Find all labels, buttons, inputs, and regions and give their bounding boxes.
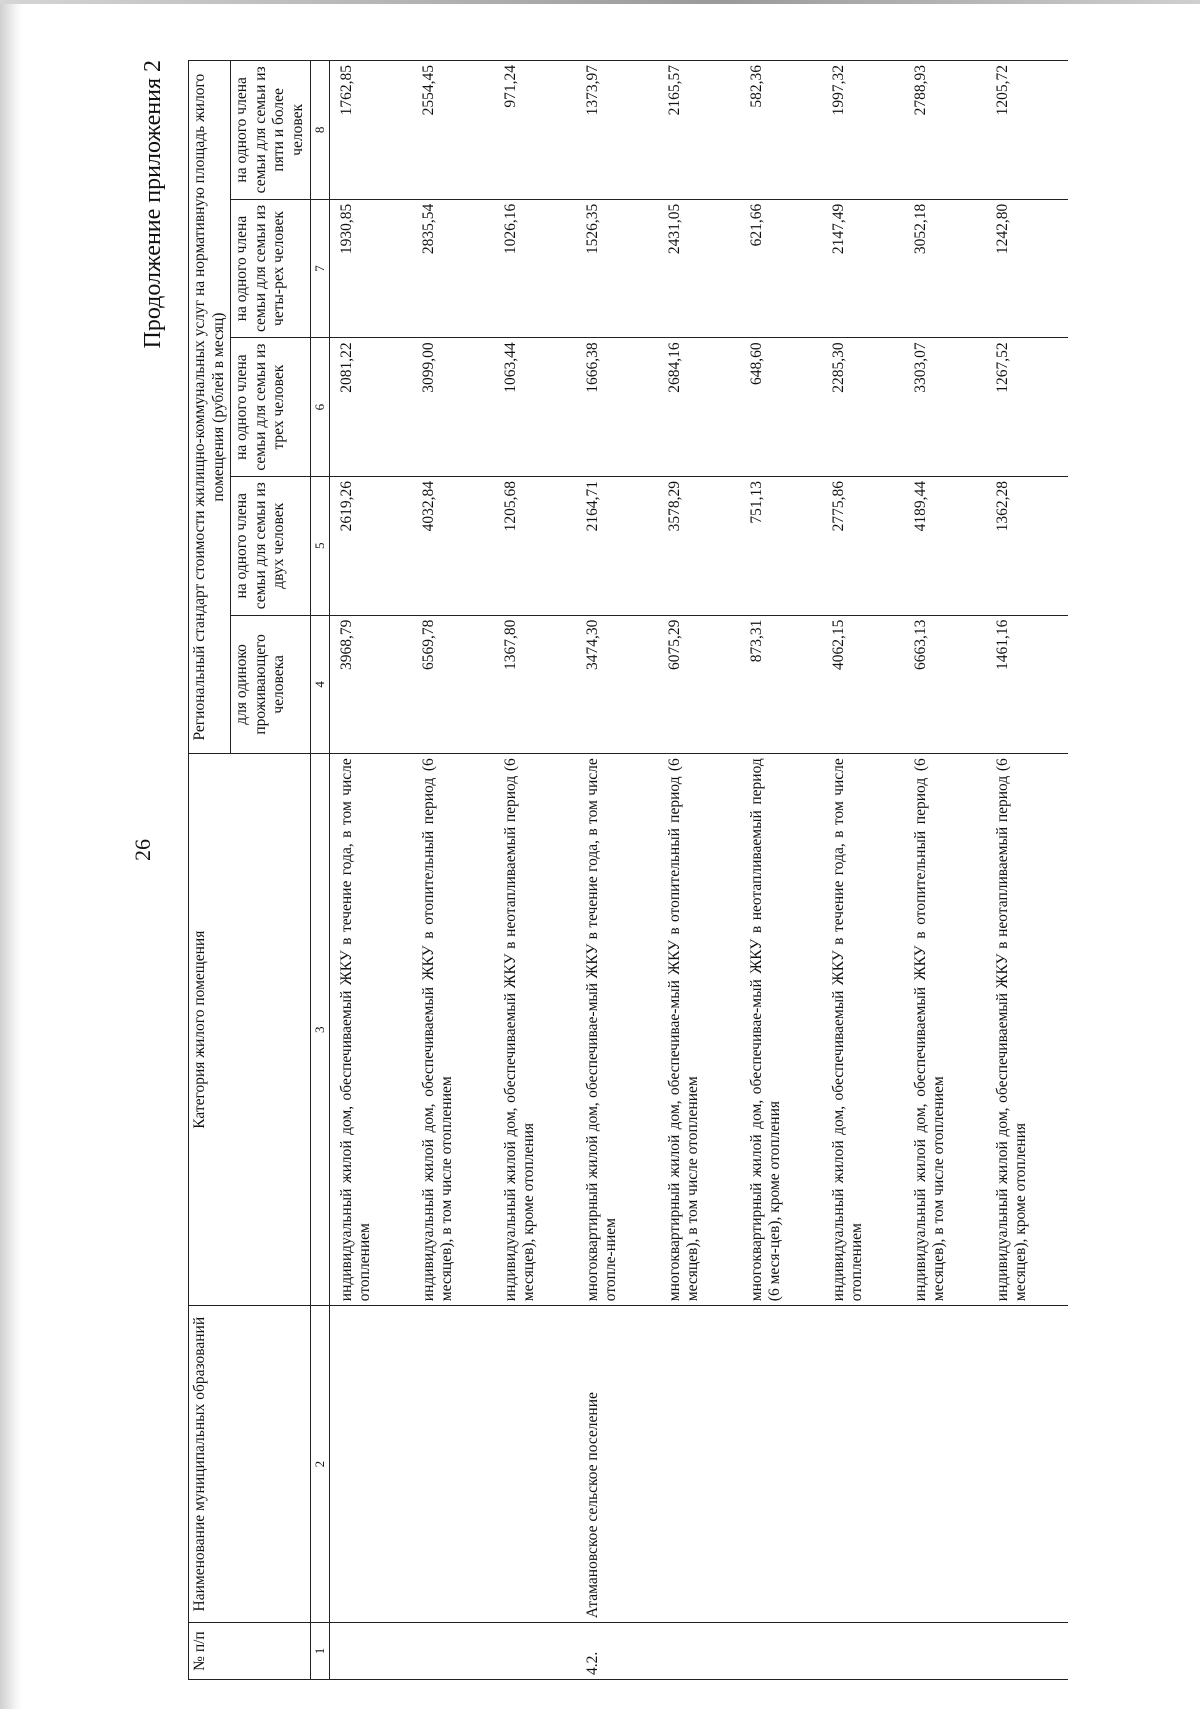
value-four: 2835,54 — [412, 199, 494, 338]
value-single: 4062,15 — [822, 615, 904, 754]
value-five-plus: 2165,57 — [658, 61, 740, 200]
table-row — [822, 61, 904, 1680]
header-sub-1: для одиноко проживающего человека — [231, 615, 310, 754]
col-number: 3 — [310, 754, 329, 1306]
value-five-plus: 582,36 — [740, 61, 822, 200]
value-five-plus: 1373,97 — [576, 61, 658, 200]
value-four: 621,66 — [740, 199, 822, 338]
value-two: 1362,28 — [986, 476, 1068, 615]
value-five-plus: 1997,32 — [822, 61, 904, 200]
row-category: многоквартирный жилой дом, обеспечивае-мый ЖКУ в неотапливаемый период (6 меся-цев), кроме отопления — [740, 754, 822, 1306]
value-four: 2431,05 — [658, 199, 740, 338]
value-four: 1930,85 — [329, 199, 412, 338]
header-municipality: Наименование муниципальных образований — [189, 1306, 311, 1623]
value-three: 2081,22 — [329, 338, 412, 477]
header-sub-5: на одного члена семьи для семьи из пяти и более человек — [231, 61, 310, 200]
value-four: 1242,80 — [986, 199, 1068, 338]
header-sub-4: на одного члена семьи для семьи из четы-рех человек — [231, 199, 310, 338]
col-number: 8 — [310, 61, 329, 200]
value-five-plus: 971,24 — [494, 61, 576, 200]
value-two: 1205,68 — [494, 476, 576, 615]
col-number: 6 — [310, 338, 329, 477]
header-standard: Региональный стандарт стоимости жилищно-коммунальных услуг на нормативную площадь жилого помещения (рублей в месяц) — [189, 61, 231, 754]
value-three: 1666,38 — [576, 338, 658, 477]
col-number: 7 — [310, 199, 329, 338]
table-row — [329, 61, 412, 1680]
value-single: 6569,78 — [412, 615, 494, 754]
value-two: 2619,26 — [329, 476, 412, 615]
table-row — [412, 61, 494, 1680]
value-single: 6663,13 — [904, 615, 986, 754]
row-num — [658, 1623, 740, 1680]
row-category: индивидуальный жилой дом, обеспечиваемый ЖКУ в отопительный период (6 месяцев), в том числе отоплением — [412, 754, 494, 1306]
table-row — [658, 61, 740, 1680]
table-row — [904, 61, 986, 1680]
value-two: 2775,86 — [822, 476, 904, 615]
header-category: Категория жилого помещения — [189, 754, 311, 1306]
value-two: 4032,84 — [412, 476, 494, 615]
row-num — [904, 1623, 986, 1680]
appendix-title: Продолжение приложения 2 — [140, 60, 166, 349]
value-single: 3968,79 — [329, 615, 412, 754]
row-municipality: Атамановское сельское поселение — [576, 1306, 658, 1623]
col-number: 2 — [310, 1306, 329, 1623]
col-number: 5 — [310, 476, 329, 615]
row-municipality — [658, 1306, 740, 1623]
header-num: № п/п — [189, 1623, 311, 1680]
row-municipality — [740, 1306, 822, 1623]
value-three: 648,60 — [740, 338, 822, 477]
value-single: 6075,29 — [658, 615, 740, 754]
row-category: многоквартирный жилой дом, обеспечивае-мый ЖКУ в течение года, в том числе отопле-нием — [576, 754, 658, 1306]
table-row — [494, 61, 576, 1680]
value-single: 1461,16 — [986, 615, 1068, 754]
col-number: 4 — [310, 615, 329, 754]
col-number: 1 — [310, 1623, 329, 1680]
row-category: индивидуальный жилой дом, обеспечиваемый ЖКУ в отопительный период (6 месяцев), в том числе отоплением — [904, 754, 986, 1306]
value-five-plus: 2788,93 — [904, 61, 986, 200]
value-two: 4189,44 — [904, 476, 986, 615]
header-sub-2: на одного члена семьи для семьи из двух человек — [231, 476, 310, 615]
table-row — [740, 61, 822, 1680]
scan-edge-shadow — [0, 0, 22, 1709]
value-four: 2147,49 — [822, 199, 904, 338]
value-single: 3474,30 — [576, 615, 658, 754]
value-two: 3578,29 — [658, 476, 740, 615]
value-three: 1267,52 — [986, 338, 1068, 477]
row-category: индивидуальный жилой дом, обеспечиваемый ЖКУ в течение года, в том числе отоплением — [329, 754, 412, 1306]
value-single: 873,31 — [740, 615, 822, 754]
value-four: 1526,35 — [576, 199, 658, 338]
value-four: 1026,16 — [494, 199, 576, 338]
row-municipality — [822, 1306, 904, 1623]
row-municipality — [904, 1306, 986, 1623]
value-five-plus: 2554,45 — [412, 61, 494, 200]
row-num — [986, 1623, 1068, 1680]
row-category: индивидуальный жилой дом, обеспечиваемый ЖКУ в неотапливаемый период (6 месяцев), кроме отопления — [986, 754, 1068, 1306]
value-three: 2285,30 — [822, 338, 904, 477]
table-row — [986, 61, 1068, 1680]
value-two: 2164,71 — [576, 476, 658, 615]
value-three: 1063,44 — [494, 338, 576, 477]
row-num — [740, 1623, 822, 1680]
row-category: индивидуальный жилой дом, обеспечиваемый ЖКУ в неотапливаемый период (6 месяцев), кроме отопления — [494, 754, 576, 1306]
value-two: 751,13 — [740, 476, 822, 615]
row-num: 4.2. — [576, 1623, 658, 1680]
value-five-plus: 1762,85 — [329, 61, 412, 200]
row-municipality — [329, 1306, 412, 1623]
row-category: многоквартирный жилой дом, обеспечивае-мый ЖКУ в отопительный период (6 месяцев), в том числе отоплением — [658, 754, 740, 1306]
row-category: индивидуальный жилой дом, обеспечиваемый ЖКУ в течение года, в том числе отоплением — [822, 754, 904, 1306]
row-municipality — [412, 1306, 494, 1623]
row-num — [412, 1623, 494, 1680]
value-single: 1367,80 — [494, 615, 576, 754]
value-three: 2684,16 — [658, 338, 740, 477]
value-four: 3052,18 — [904, 199, 986, 338]
row-num — [329, 1623, 412, 1680]
value-three: 3099,00 — [412, 338, 494, 477]
page-number: 26 — [130, 839, 155, 861]
scan-top-edge — [0, 0, 1200, 4]
row-num — [822, 1623, 904, 1680]
header-sub-3: на одного члена семьи для семьи из трех человек — [231, 338, 310, 477]
standards-table — [188, 60, 1068, 1680]
row-municipality — [494, 1306, 576, 1623]
value-three: 3303,07 — [904, 338, 986, 477]
row-municipality — [986, 1306, 1068, 1623]
value-five-plus: 1205,72 — [986, 61, 1068, 200]
rotated-page — [130, 60, 1190, 1680]
row-num — [494, 1623, 576, 1680]
table-row — [576, 61, 658, 1680]
